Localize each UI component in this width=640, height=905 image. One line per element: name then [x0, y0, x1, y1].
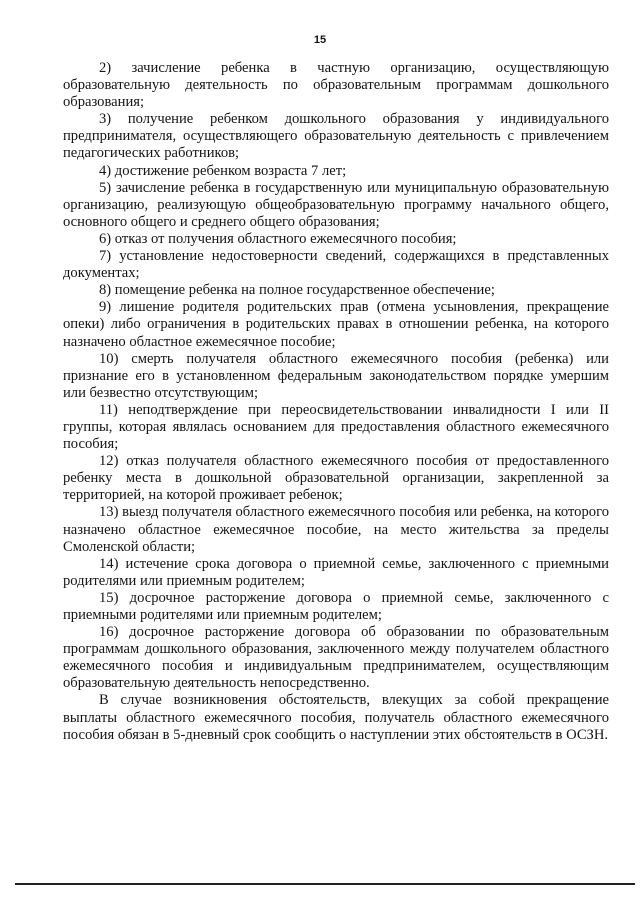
page-number: 15 [313, 34, 327, 46]
list-item-3: 3) получение ребенком дошкольного образования у индивидуального предпринимателя, осуществляющего образовательную деятельность с привлечением педагогических работников; [63, 111, 609, 162]
list-item-2: 2) зачисление ребенка в частную организацию, осуществляющую образовательную деятельность по образовательным программам дошкольного образования; [63, 60, 609, 111]
bottom-divider [15, 883, 635, 885]
list-item-9: 9) лишение родителя родительских прав (отмена усыновления, прекращение опеки) либо ограничения в родительских правах в отношении ребенка, на которого назначено областное ежемесячное пособие; [63, 299, 609, 350]
list-item-10: 10) смерть получателя областного ежемесячного пособия (ребенка) или признание его в установленном федеральным законодательством порядке умершим или безвестно отсутствующим; [63, 350, 609, 401]
list-item-15: 15) досрочное расторжение договора о приемной семье, заключенного с приемными родителями или приемным родителем; [63, 589, 609, 623]
list-item-6: 6) отказ от получения областного ежемесячного пособия; [99, 230, 457, 247]
list-item-14: 14) истечение срока договора о приемной семье, заключенного с приемными родителями или приемным родителем; [63, 555, 609, 589]
list-item-8: 8) помещение ребенка на полное государственное обеспечение; [99, 282, 495, 299]
list-item-4: 4) достижение ребенком возраста 7 лет; [99, 162, 347, 179]
list-item-12: 12) отказ получателя областного ежемесячного пособия от предоставленного ребенку места в дошкольной образовательной организации, закрепленной за территорией, на которой проживает ребенок; [63, 453, 609, 504]
list-item-5: 5) зачисление ребенка в государственную или муниципальную образовательную организацию, реализующую общеобразовательную программу начального общего, основного общего и среднего общего образования; [63, 179, 609, 230]
list-item-11: 11) неподтверждение при переосвидетельствовании инвалидности I или II группы, которая являлась основанием для предоставления областного ежемесячного пособия; [63, 401, 609, 453]
closing-paragraph: В случае возникновения обстоятельств, влекущих за собой прекращение выплаты областного ежемесячного пособия, получатель областного ежемесячного пособия обязан в 5-дневный срок сообщить о наступлении этих обстоятельств в ОСЗН. [63, 692, 609, 743]
list-item-13: 13) выезд получателя областного ежемесячного пособия или ребенка, на которого назначено областное ежемесячное пособие, на место жительства за пределы Смоленской области; [63, 504, 609, 555]
list-item-16: 16) досрочное расторжение договора об образовании по образовательным программам дошкольного образования, заключенного между получателем областного ежемесячного пособия и индивидуальным предпринимателем, осуществляющим образовательную деятельность непосредственно. [63, 624, 609, 692]
document-body [63, 60, 609, 744]
list-item-7: 7) установление недостоверности сведений, содержащихся в представленных документах; [63, 248, 609, 282]
